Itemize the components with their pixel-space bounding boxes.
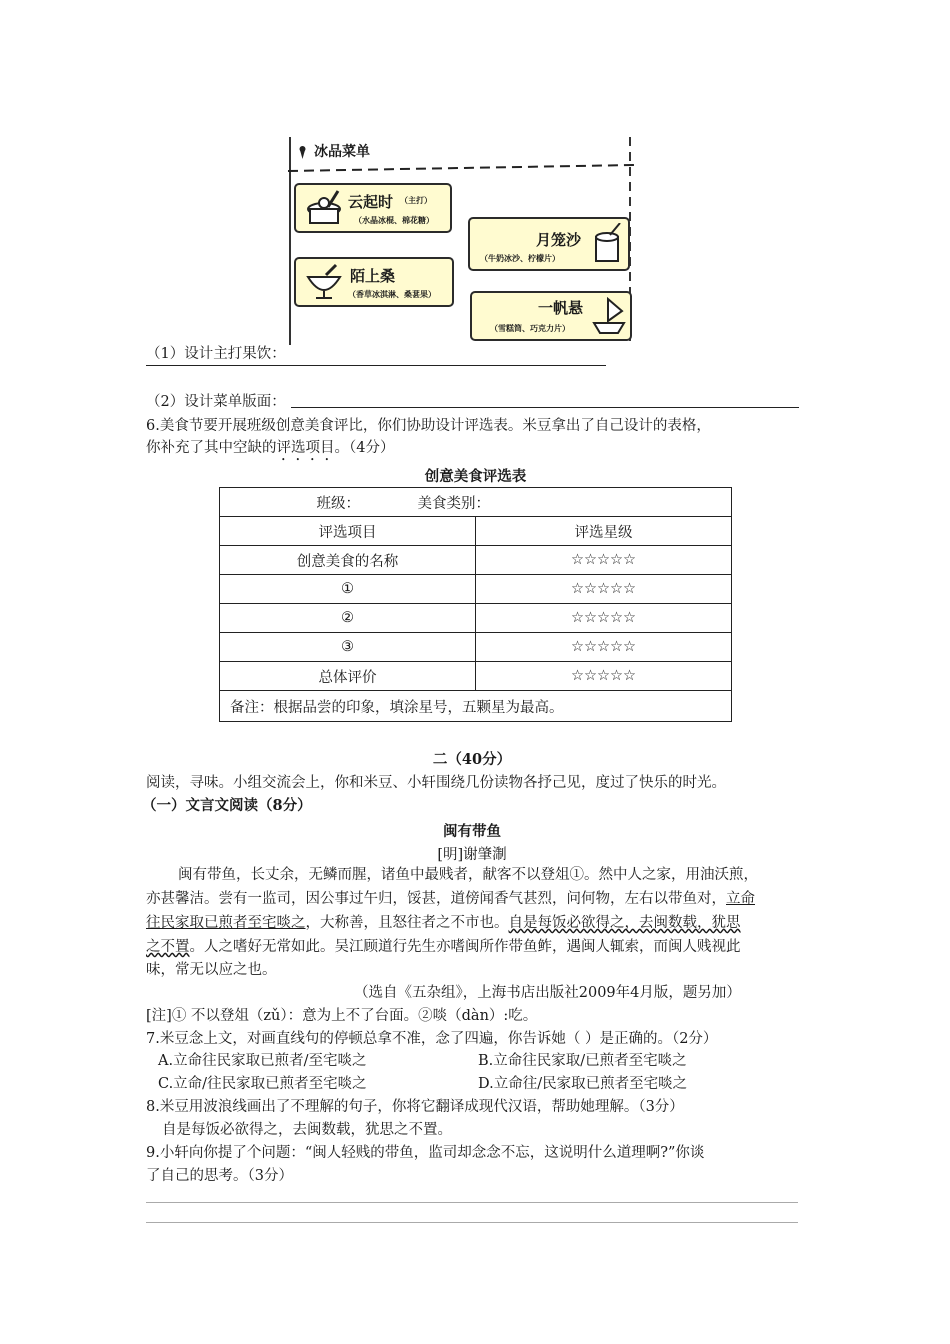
menu-item-desc: （水晶冰棍、棉花糖） [354, 216, 434, 225]
row-item[interactable]: ① [220, 575, 476, 604]
menu-item-name: 云起时 [348, 193, 394, 211]
q7-stem: 7.米豆念上文，对画直线句的停顿总拿不准，念了四遍，你告诉她（ ）是正确的。（2分） [146, 1031, 718, 1047]
q9-line2: 了自己的思考。（3分） [146, 1168, 293, 1184]
underlined-text: 立命 [726, 891, 755, 907]
ice-menu-image [288, 137, 634, 345]
passage-note: [注]① 不以登俎（zǔ）：意为上不了台面。②啖（dàn）:吃。 [146, 1008, 538, 1024]
menu-item-name: 月笼沙 [536, 231, 582, 249]
section2-sub: （一）文言文阅读（8分） [142, 797, 312, 814]
row-stars[interactable]: ☆☆☆☆☆ [476, 604, 732, 633]
menu-card-2 [294, 257, 454, 307]
row-item[interactable]: ③ [220, 633, 476, 662]
wavy-underlined-text: 之不置 [146, 939, 190, 955]
passage-line-2 [146, 889, 755, 909]
passage-text: 亦甚馨洁。尝有一监司，因公事过午归，馁甚，道傍闻香气甚烈，问何物，左右以带鱼对， [146, 891, 726, 907]
q7-option-b[interactable]: B.立命往民家取/已煎者至宅啖之 [478, 1053, 687, 1069]
row-item[interactable]: ② [220, 604, 476, 633]
q9-answer-line-1[interactable] [146, 1202, 798, 1203]
bowl-icon [304, 263, 344, 301]
menu-title: 冰品菜单 [314, 144, 370, 160]
section2-heading: 二（40分） [432, 751, 512, 768]
row-stars[interactable]: ☆☆☆☆☆ [476, 633, 732, 662]
passage-line-4 [146, 937, 741, 957]
cake-icon [302, 189, 346, 227]
q5-part1: （1）设计主打果饮： [146, 346, 286, 362]
header-item: 评选项目 [220, 517, 476, 546]
q6-text-a: 你补充了其中空缺的 [146, 440, 277, 456]
menu-card-1 [294, 183, 452, 233]
passage-line-1: 闽有带鱼，长丈余，无鳞而腥，诸鱼中最贱者，献客不以登俎①。然中人之家，用油沃煎， [178, 867, 758, 883]
row-item: 创意美食的名称 [220, 546, 476, 575]
q8-stem: 8.米豆用波浪线画出了不理解的句子，你将它翻译成现代汉语，帮助她理解。（3分） [146, 1099, 684, 1115]
q7-option-a[interactable]: A.立命往民家取已煎者/至宅啖之 [158, 1053, 367, 1069]
menu-item-desc: （雪糕筒、巧克力片） [490, 324, 570, 333]
q6-text-c: 。（4分） [334, 440, 395, 456]
menu-item-name: 一帆悬 [538, 299, 584, 317]
q5-part2: （2）设计菜单版面： [146, 394, 286, 410]
menu-item-desc: （香草冰淇淋、桑葚果） [348, 290, 436, 299]
table-note: 备注：根据品尝的印象，填涂星号，五颗星为最高。 [220, 691, 732, 722]
row-stars[interactable]: ☆☆☆☆☆ [476, 546, 732, 575]
table-class-row [220, 488, 732, 517]
q7-option-d[interactable]: D.立命往/民家取已煎者至宅啖之 [478, 1076, 688, 1092]
type-label: 美食类别： [417, 495, 490, 512]
q8-sentence: 自是每饭必欲得之，去闽数载，犹思之不置。 [162, 1122, 452, 1138]
class-label: 班级： [316, 495, 360, 512]
wavy-underlined-text: 自是每饭必欲得之，去闽数载，犹思 [508, 915, 741, 931]
menu-card-3 [468, 217, 630, 271]
q7-option-c[interactable]: C.立命/往民家取已煎者至宅啖之 [158, 1076, 367, 1092]
q6-line2 [146, 438, 394, 464]
passage-text: 。人之嗜好无常如此。吴江顾道行先生亦嗜闽所作带鱼鲊，遇闽人辄索，而闽人贱视此 [189, 939, 741, 955]
q9-answer-line-2[interactable] [146, 1222, 798, 1223]
rating-table [219, 487, 732, 722]
passage-line-5: 味，常无以应之也。 [146, 962, 277, 978]
table-title: 创意美食评选表 [424, 468, 527, 485]
cup-icon [590, 223, 626, 265]
menu-item-desc: （牛奶冰沙、柠檬片） [480, 254, 560, 263]
menu-card-4 [470, 291, 632, 341]
menu-item-name: 陌上桑 [350, 267, 396, 285]
q6-line1: 6.美食节要开展班级创意美食评比，你们协助设计评选表。米豆拿出了自己设计的表格， [146, 418, 711, 434]
header-stars: 评选星级 [476, 517, 732, 546]
passage-author: [明]谢肇淛 [437, 847, 507, 863]
passage-text: ，大称善，且怒往者之不市也。 [305, 915, 509, 931]
row-stars[interactable]: ☆☆☆☆☆ [476, 575, 732, 604]
section2-intro: 阅读，寻味。小组交流会上，你和米豆、小轩围绕几份读物各抒己见，度过了快乐的时光。 [146, 775, 726, 791]
boat-icon [590, 297, 628, 337]
passage-source: （选自《五杂组》，上海书店出版社2009年4月版，题另加） [354, 985, 741, 1001]
q6-emphasis: 评选项目 [276, 440, 335, 456]
passage-line-3 [146, 913, 741, 933]
q5-answer-line-1[interactable] [146, 365, 606, 366]
passage-title: 闽有带鱼 [443, 823, 501, 840]
underlined-text: 往民家取已煎者至宅啖之 [146, 915, 306, 931]
row-stars[interactable]: ☆☆☆☆☆ [476, 662, 732, 691]
menu-item-tag: （主打） [400, 196, 432, 205]
row-item: 总体评价 [220, 662, 476, 691]
q5-answer-line-2[interactable] [291, 407, 799, 408]
q9-line1: 9.小轩向你提了个问题：“闽人轻贱的带鱼，监司却念念不忘，这说明什么道理啊?”你谈 [146, 1145, 705, 1161]
